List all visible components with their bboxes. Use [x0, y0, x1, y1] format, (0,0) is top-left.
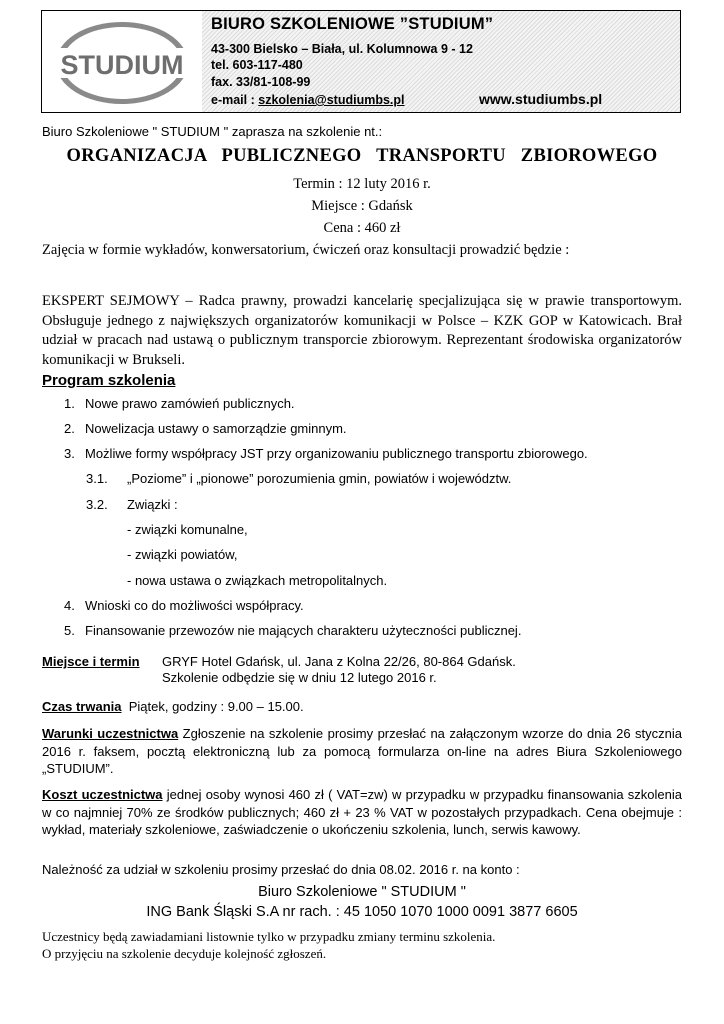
venue-address: GRYF Hotel Gdańsk, ul. Jana z Kolna 22/26, 80-864 Gdańsk. [162, 654, 516, 669]
program-item: Nowelizacja ustawy o samorządzie gminnym. [85, 421, 347, 436]
company-fax: fax. 33/81-108-99 [211, 75, 311, 89]
event-date: Termin : 12 luty 2016 r. [293, 176, 431, 192]
program-subitem-num: 3.1. [86, 471, 108, 486]
intro-text: Biuro Szkoleniowe " STUDIUM " zaprasza na szkolenie nt.: [42, 124, 383, 139]
cost-text: jednej osoby wynosi 460 zł ( VAT=zw) w przypadku w przypadku finansowania szkolenia w co najmniej 70% ze środków publicznych; 460 zł + 23 % VAT w pozostałych przypadkach. Cena obejmuje : wykład, materiały szkoleniowe, zaświadczenie o ukończeniu szkolenia, lunch, serwis kawowy. [42, 787, 682, 837]
footer-note-2: O przyjęciu na szkolenie decyduje kolejność zgłoszeń. [42, 946, 327, 961]
program-item: Możliwe formy współpracy JST przy organizowaniu publicznego transportu zbiorowego. [85, 446, 588, 461]
duration-text: Piątek, godziny : 9.00 – 15.00. [128, 699, 304, 714]
program-item-num: 5. [64, 623, 75, 638]
program-item-num: 3. [64, 446, 75, 461]
program-item-num: 1. [64, 396, 75, 411]
bank-account: ING Bank Śląski S.A nr rach. : 45 1050 1070 1000 0091 3877 6605 [146, 904, 578, 920]
program-subitem: Związki : [127, 497, 178, 512]
logo-text: STUDIUM [60, 50, 184, 80]
company-name: BIURO SZKOLENIOWE ”STUDIUM” [211, 15, 494, 33]
footer-note-1: Uczestnicy będą zawiadamiani listownie tylko w przypadku zmiany terminu szkolenia. [42, 929, 496, 944]
website-link[interactable]: www.studiumbs.pl [479, 91, 603, 107]
program-subitem: „Poziome” i „pionowe” porozumienia gmin, powiatów i województw. [127, 471, 512, 486]
cost-paragraph [42, 786, 682, 839]
email-link[interactable]: szkolenia@studiumbs.pl [258, 93, 405, 107]
event-location: Miejsce : Gdańsk [311, 198, 413, 214]
company-address: 43-300 Bielsko – Biała, ul. Kolumnowa 9 - 12 [211, 42, 473, 56]
payment-text: Należność za udział w szkoleniu prosimy przesłać do dnia 08.02. 2016 r. na konto : [42, 862, 520, 877]
conditions-text: Zgłoszenie na szkolenie prosimy przesłać na załączonym wzorze do dnia 26 stycznia 2016 r. faksem, pocztą elektroniczną lub za pomocą formularza on-line na adres Biura Szkoleniowego „STUDIUM”. [42, 726, 682, 776]
program-item-num: 2. [64, 421, 75, 436]
cost-label: Koszt uczestnictwa [42, 787, 163, 802]
studium-logo [42, 11, 200, 112]
duration-label: Czas trwania [42, 699, 122, 714]
sessions-intro: Zajęcia w formie wykładów, konwersatorium, ćwiczeń oraz konsultacji prowadzić będzie : [42, 242, 570, 258]
venue-label: Miejsce i termin [42, 654, 140, 669]
program-subitem-entry: - nowa ustawa o związkach metropolitalnych. [127, 573, 388, 588]
header-info [202, 11, 680, 112]
company-phone: tel. 603-117-480 [211, 58, 303, 72]
program-item: Finansowanie przewozów nie mających charakteru użyteczności publicznej. [85, 623, 522, 638]
header-box [41, 10, 681, 113]
conditions-label: Warunki uczestnictwa [42, 726, 179, 741]
program-subitem-entry: - związki komunalne, [127, 522, 248, 537]
expert-description: EKSPERT SEJMOWY – Radca prawny, prowadzi kancelarię specjalizująca się w prawie transportowym. Obsługuje jednego z największych organizatorów komunikacji w Polsce – KZK GOP w Katowicach. Brał udział w pracach nad ustawą o publicznym transporcie zbiorowym. Reprezentant środowiska organizatorów komunikacji w Brukseli. [42, 293, 682, 368]
program-item: Wnioski co do możliwości współpracy. [85, 598, 304, 613]
program-subitem-num: 3.2. [86, 497, 108, 512]
page-title: ORGANIZACJA PUBLICZNEGO TRANSPORTU ZBIOROWEGO [66, 146, 658, 166]
conditions-paragraph [42, 725, 682, 778]
program-subitem-entry: - związki powiatów, [127, 547, 238, 562]
program-heading: Program szkolenia [42, 372, 176, 389]
bank-recipient: Biuro Szkoleniowe " STUDIUM " [258, 884, 466, 900]
event-price: Cena : 460 zł [323, 220, 401, 236]
program-item: Nowe prawo zamówień publicznych. [85, 396, 295, 411]
venue-date: Szkolenie odbędzie się w dniu 12 lutego 2016 r. [162, 670, 437, 685]
email-label: e-mail : [211, 93, 255, 107]
program-item-num: 4. [64, 598, 75, 613]
